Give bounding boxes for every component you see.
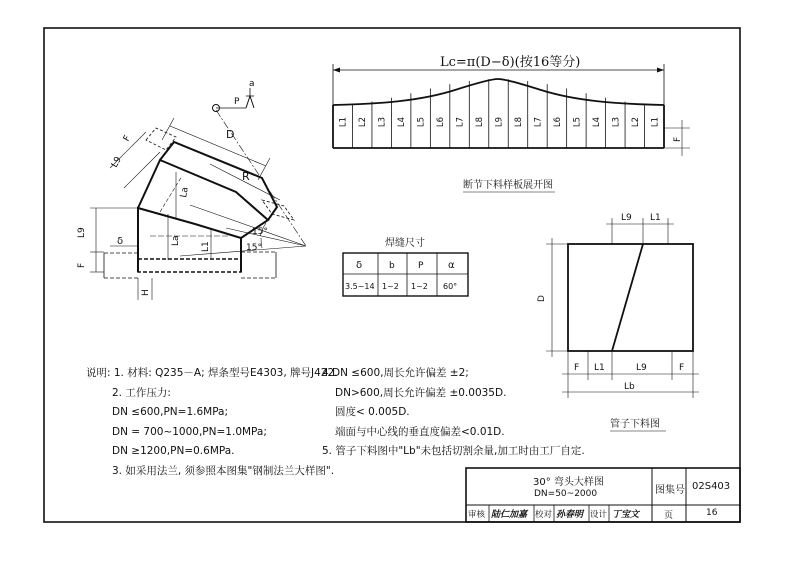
- elbow-delta-label: δ: [117, 236, 124, 247]
- pipe-d-label: D: [537, 295, 547, 302]
- title-block-subtitle: DN=50~2000: [534, 489, 598, 499]
- check-signature: 孙春明: [556, 510, 584, 520]
- pipe-bottom-l1: L1: [594, 363, 605, 373]
- elbow-labels: [77, 79, 268, 296]
- weld-header-delta: δ: [356, 260, 363, 271]
- review-signature: 陆仁加嘉: [491, 510, 528, 520]
- pipe-bottom-l9: L9: [636, 363, 647, 373]
- notes-right: [322, 364, 585, 462]
- pipe-lb-label: Lb: [624, 382, 635, 392]
- unfold-segment-label: L3: [611, 116, 622, 128]
- weld-header-alpha: α: [448, 260, 455, 271]
- note-4c: 端面与中心线的垂直度偏差<0.01D.: [335, 425, 505, 438]
- unfold-segment-label: L5: [416, 116, 427, 128]
- unfold-segment-label: L1: [338, 116, 349, 128]
- unfold-segment-label: L3: [377, 116, 388, 128]
- unfold-segment-label: L4: [397, 116, 408, 128]
- elbow-l9-left-label: L9: [77, 227, 87, 238]
- unfold-segment-label: L1: [650, 116, 661, 128]
- weld-header-b: b: [389, 261, 395, 271]
- note-2b: DN = 700~1000,PN=1.0MPa;: [112, 425, 267, 438]
- unfold-segment-label: L6: [552, 116, 563, 128]
- elbow-f-left-label: F: [77, 262, 87, 268]
- note-4b: 圆度< 0.005D.: [335, 406, 410, 418]
- elbow-la2-label: La: [171, 235, 181, 246]
- unfold-segment-label: L5: [572, 116, 583, 128]
- note-5: 5. 管子下料图中"Lb"未包括切割余量,加工时由工厂自定.: [322, 445, 585, 457]
- note-4a: DN>600,周长允许偏差 ±0.0035D.: [335, 386, 507, 399]
- design-signature: 丁宝文: [612, 510, 640, 520]
- unfold-segment-label: L2: [630, 116, 641, 128]
- unfold-curve: [333, 79, 664, 105]
- note-3: 3. 如采用法兰, 须参照本图集"钢制法兰大样图".: [112, 464, 335, 477]
- weld-p-label: P: [234, 97, 240, 107]
- unfold-segment-label: L6: [436, 116, 447, 128]
- page-label: 页: [664, 511, 674, 521]
- unfold-segment-label: L7: [533, 116, 544, 128]
- unfold-segment-label: L4: [591, 116, 602, 128]
- atlas-number: 02S403: [692, 481, 731, 492]
- review-label: 审核: [468, 510, 486, 520]
- note-2a: DN ≤600,PN=1.6MPa;: [112, 406, 229, 418]
- elbow-f-label: F: [121, 134, 134, 144]
- elbow-drawing: [90, 88, 306, 300]
- note-2: 2. 工作压力:: [112, 386, 171, 399]
- unfold-f-label: F: [673, 136, 683, 142]
- pipe-l9-label: L9: [621, 213, 632, 223]
- weld-cell-b: 1~2: [382, 282, 399, 291]
- notes-left: [86, 364, 337, 481]
- atlas-label: 图集号: [655, 485, 685, 496]
- unfold-template: [333, 64, 690, 156]
- weld-header-p: P: [418, 261, 424, 271]
- pipe-caption: 管子下料图: [610, 419, 660, 430]
- title-block-title: 30° 弯头大样图: [533, 477, 604, 488]
- weld-a-label: a: [249, 79, 255, 89]
- elbow-l9-label: L9: [109, 155, 124, 170]
- note-4: 4.DN ≤600,周长允许偏差 ±2;: [322, 367, 469, 379]
- unfold-segment-label: L8: [475, 116, 486, 128]
- pipe-l1-label: L1: [650, 213, 661, 223]
- check-label: 校对: [535, 510, 553, 520]
- weld-cell-alpha: 60°: [443, 282, 458, 291]
- elbow-angle-1: 15°: [252, 227, 268, 237]
- unfold-caption: 断节下料样板展开图: [463, 180, 553, 191]
- pipe-bottom-f1: F: [574, 363, 580, 373]
- weld-table: [343, 236, 468, 296]
- pipe-bottom-f2: F: [679, 363, 685, 373]
- unfold-segment-label: L2: [358, 116, 369, 128]
- unfold-segment-label: L9: [494, 116, 505, 128]
- note-2c: DN ≥1200,PN=0.6MPa.: [112, 445, 235, 457]
- unfold-segment-label: L7: [455, 116, 466, 128]
- elbow-d-label: D: [226, 128, 235, 141]
- circumference-formula: Lc=π(D−δ)(按16等分): [440, 55, 581, 70]
- unfold-segment-label: L8: [513, 116, 524, 128]
- elbow-l1-label: L1: [201, 241, 211, 252]
- elbow-r-label: R: [242, 170, 250, 183]
- design-label: 设计: [590, 510, 608, 520]
- weld-table-title: 焊缝尺寸: [385, 238, 425, 249]
- elbow-la1-label: La: [179, 186, 191, 199]
- elbow-angle-2: 15°: [246, 243, 262, 253]
- elbow-h-label: H: [141, 289, 151, 296]
- note-1: 说明: 1. 材料: Q235－A; 焊条型号E4303, 牌号J422.: [86, 367, 338, 379]
- weld-cell-delta: 3.5~14: [345, 282, 375, 291]
- page-number: 16: [706, 508, 718, 518]
- weld-cell-p: 1~2: [411, 282, 428, 291]
